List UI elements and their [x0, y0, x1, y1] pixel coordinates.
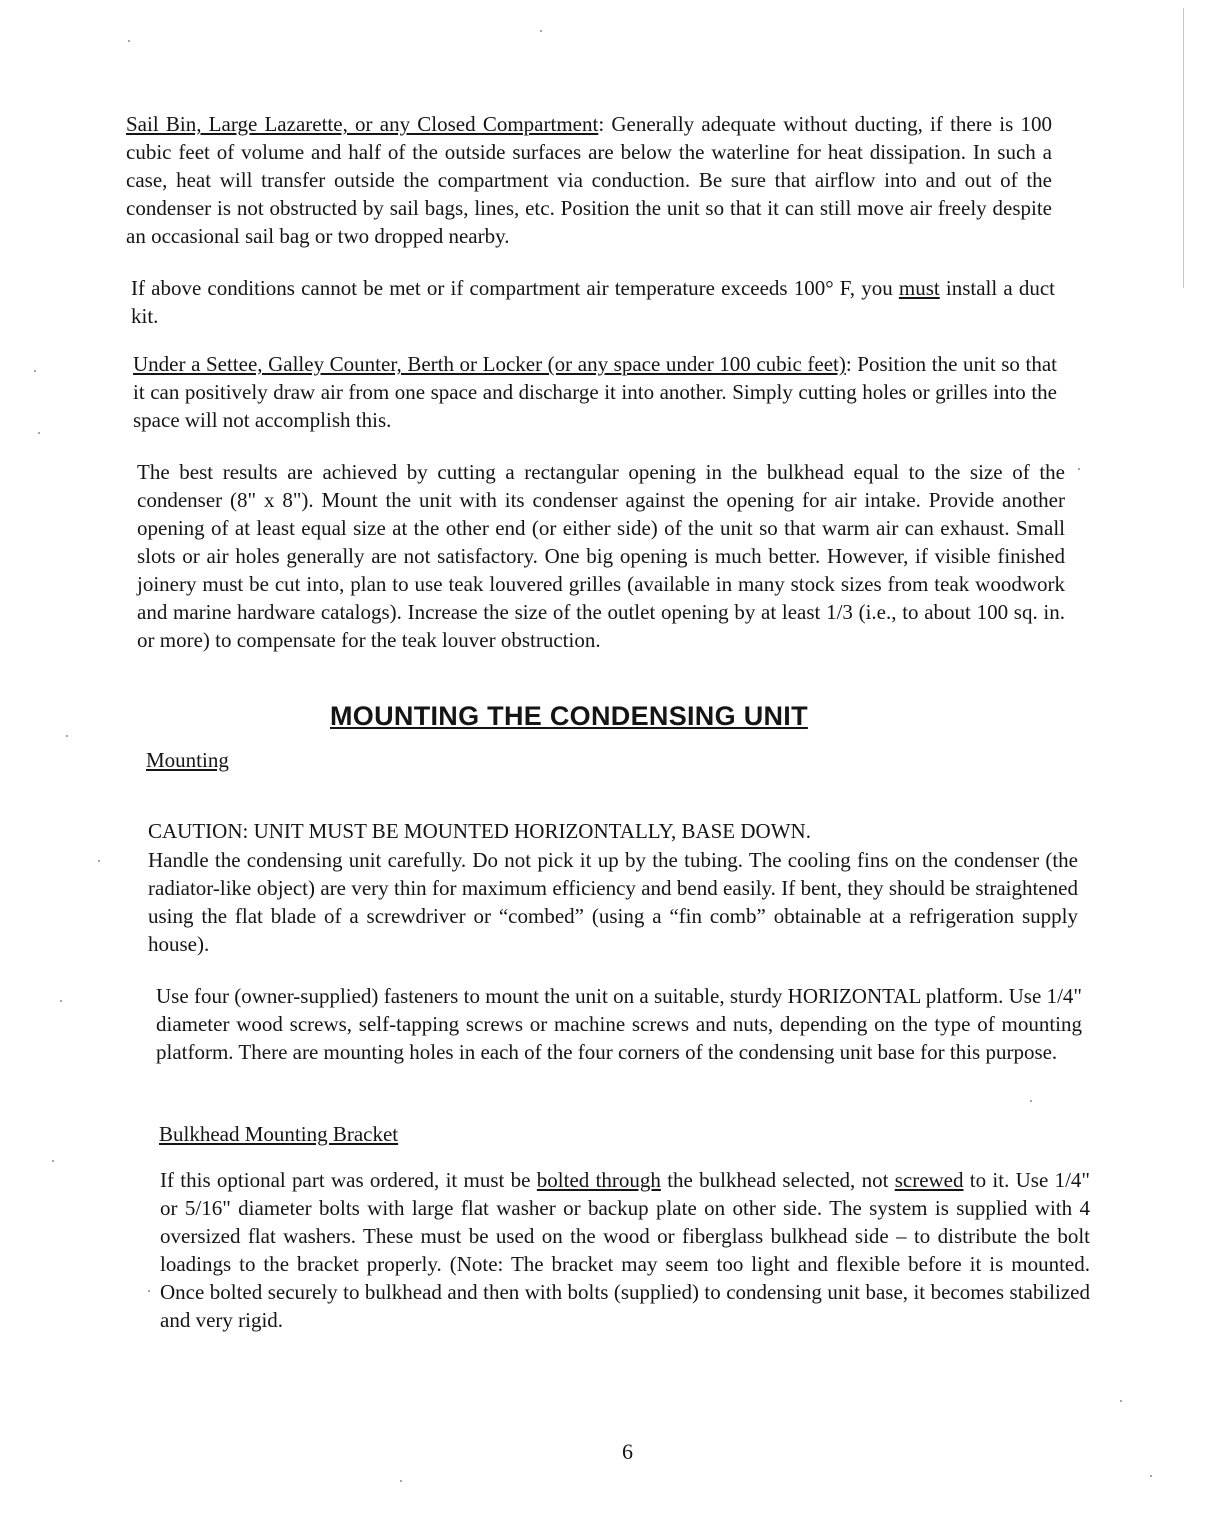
scan-speck — [128, 40, 130, 42]
mounting-subhead: Mounting — [146, 748, 229, 772]
bracket-paragraph — [160, 1166, 1090, 1334]
sail-bin-lead: Sail Bin, Large Lazarette, or any Closed Compartment — [126, 112, 599, 136]
bracket-subhead: Bulkhead Mounting Bracket — [159, 1122, 399, 1146]
scan-speck — [1120, 1400, 1122, 1402]
settee-paragraph — [133, 350, 1057, 434]
scan-speck — [148, 1290, 150, 1292]
screwed-emphasis: screwed — [894, 1168, 964, 1192]
scan-speck — [60, 1000, 62, 1002]
sail-bin-paragraph — [126, 110, 1052, 250]
handle-paragraph: Handle the condensing unit carefully. Do not pick it up by the tubing. The cooling fins on the condenser (the radiator-like object) are very thin for maximum efficiency and bend easily. If bent, they should be straightened using the flat blade of a screwdriver or “combed” (using a “fin comb” obtainable at a refrigeration supply house). — [148, 848, 1078, 956]
sail-bin-text: : Generally adequate without ducting, if there is 100 cubic feet of volume and half of the outside surfaces are below the waterline for heat dissipation. In such a case, heat will transfer outside the compartment via conduction. Be sure that airflow into and out of the condenser is not obstructed by sail bags, lines, etc. Position the unit so that it can still move air freely despite an occasional sail bag or two dropped nearby. — [126, 112, 1052, 248]
scan-speck — [540, 30, 542, 32]
scan-speck — [1030, 1100, 1032, 1102]
conditions-text-before: If above conditions cannot be met or if compartment air temperature exceeds 100° F, you — [131, 276, 899, 300]
section-heading: MOUNTING THE CONDENSING UNIT — [330, 701, 808, 731]
scan-speck — [34, 370, 36, 372]
scan-edge-line — [1183, 8, 1184, 288]
scan-speck — [1150, 1475, 1152, 1477]
use-four-paragraph: Use four (owner-supplied) fasteners to mount the unit on a suitable, sturdy HORIZONTAL platform. Use 1/4" diameter wood screws, self-tapping screws or machine screws and nuts, depending on the type of mounting platform. There are mounting holes in each of the four corners of the condensing unit base for this purpose. — [156, 984, 1082, 1064]
page-number: 6 — [622, 1439, 633, 1464]
conditions-text-after: install a duct kit. — [131, 276, 1055, 328]
caution-line: CAUTION: UNIT MUST BE MOUNTED HORIZONTALLY, BASE DOWN. — [148, 819, 811, 843]
scan-speck — [66, 735, 68, 737]
scan-speck — [38, 432, 40, 434]
bracket-text-2: the bulkhead selected, not — [660, 1168, 895, 1192]
scan-speck — [98, 860, 100, 862]
conditions-paragraph — [131, 274, 1055, 330]
settee-lead: Under a Settee, Galley Counter, Berth or Locker (or any space under 100 cubic feet) — [133, 352, 846, 376]
conditions-emphasis: must — [898, 276, 940, 300]
scan-speck — [52, 1160, 54, 1162]
settee-text: : Position the unit so that it can positively draw air from one space and discharge it into another. Simply cutting holes or grilles into the space will not accomplish this. — [133, 352, 1057, 432]
bolted-through-emphasis: bolted through — [536, 1168, 661, 1192]
best-results-paragraph: The best results are achieved by cutting a rectangular opening in the bulkhead equal to the size of the condenser (8" x 8"). Mount the unit with its condenser against the opening for air intake. Provide another opening of at least equal size at the other end (or either side) of the unit so that warm air can exhaust. Small slots or air holes generally are not satisfactory. One big opening is much better. However, if visible finished joinery must be cut into, plan to use teak louvered grilles (available in many stock sizes from teak woodwork and marine hardware catalogs). Increase the size of the outlet opening by at least 1/3 (i.e., to about 100 sq. in. or more) to compensate for the teak louver obstruction. — [137, 460, 1065, 652]
scan-speck — [1078, 468, 1080, 470]
bracket-text-3: to it. Use 1/4" or 5/16" diameter bolts with large flat washer or backup plate on other side. The system is supplied with 4 oversized flat washers. These must be used on the wood or fiberglass bulkhead side – to distribute the bolt loadings to the bracket properly. (Note: The bracket may seem too light and flexible before it is mounted. Once bolted securely to bulkhead and then with bolts (supplied) to condensing unit base, it becomes stabilized and very rigid. — [160, 1168, 1090, 1332]
scan-speck — [400, 1480, 402, 1482]
bracket-text-1: If this optional part was ordered, it must be — [160, 1168, 537, 1192]
